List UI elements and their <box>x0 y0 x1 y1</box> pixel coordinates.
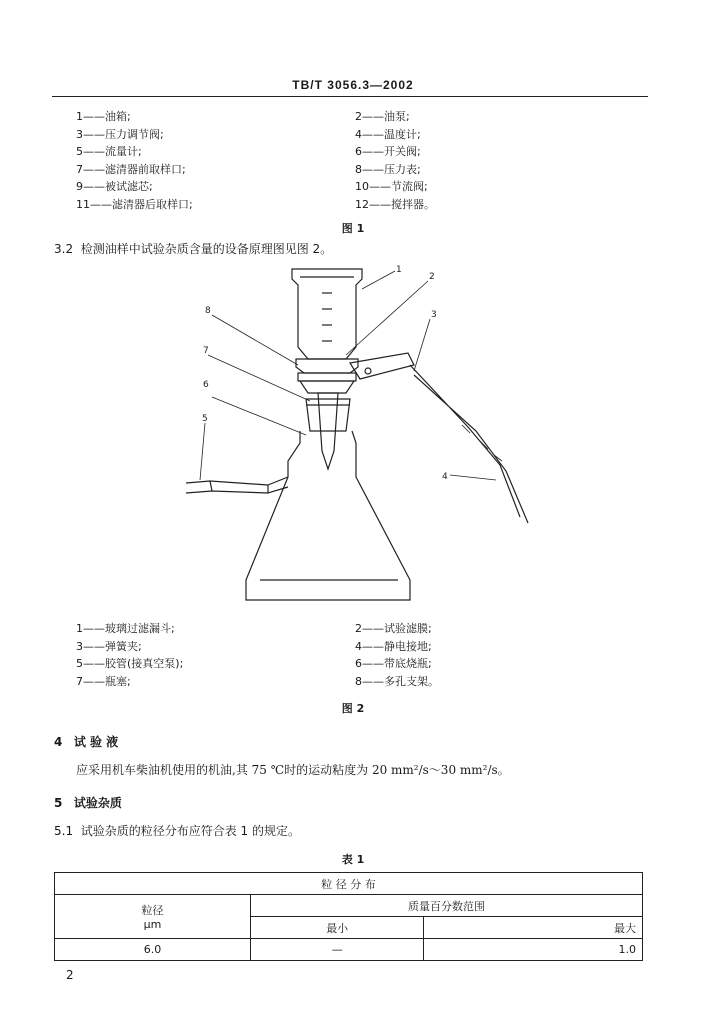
figure1-legend-left <box>76 108 193 213</box>
legend-item: 6——带底烧瓶; <box>355 657 432 670</box>
flask <box>246 431 410 600</box>
table1-min-header: 最小 <box>251 917 424 939</box>
legend-item: 4——温度计; <box>355 127 421 141</box>
legend-item: 4——静电接地; <box>355 639 432 653</box>
legend-item: 11——滤清器后取样口; <box>76 197 193 211</box>
spring-clamp <box>350 353 414 379</box>
callout-1: 1 <box>396 265 402 275</box>
legend-item: 9——被试滤芯; <box>76 180 153 193</box>
glass-funnel <box>292 269 362 359</box>
page-number: 2 <box>66 968 74 982</box>
section-number: 4 <box>54 735 63 749</box>
table1-max-header: 最大 <box>424 917 643 939</box>
legend-item: 2——试验滤膜; <box>355 622 432 635</box>
figure1-legend-right <box>355 108 435 213</box>
funnel-graduations <box>322 293 332 341</box>
size-label: 粒径 <box>141 904 164 917</box>
section-5-heading <box>54 794 122 811</box>
table-row <box>55 939 643 961</box>
standard-number: TB/T 3056.3—2002 <box>292 78 414 92</box>
legend-item: 1——油箱; <box>76 110 131 123</box>
legend-item: 5——流量计; <box>76 145 142 158</box>
table1-cell-max: 1.0 <box>424 939 643 961</box>
section-4-text: 应采用机车柴油机使用的机油,其 75 ℃时的运动粘度为 20 mm²/s～30 mm²/s。 <box>76 763 510 777</box>
section-text: 检测油样中试验杂质含量的设备原理图见图 2。 <box>80 242 333 256</box>
legend-item: 5——胶管(接真空泵); <box>76 657 184 670</box>
callout-5: 5 <box>202 414 208 424</box>
table1-title: 粒 径 分 布 <box>55 873 643 895</box>
section-text: 试验杂质的粒径分布应符合表 1 的规定。 <box>80 824 300 838</box>
callout-4: 4 <box>442 472 448 482</box>
figure2-legend-right <box>355 620 439 690</box>
ground-wire <box>410 365 528 523</box>
legend-item: 6——开关阀; <box>355 145 421 158</box>
legend-item: 7——滤清器前取样口; <box>76 162 186 176</box>
section-4-heading <box>54 733 118 750</box>
table1-mass-header: 质量百分数范围 <box>251 895 643 917</box>
table1-cell-min: — <box>251 939 424 961</box>
size-unit: μm <box>143 918 162 931</box>
legend-item: 2——油泵; <box>355 110 410 123</box>
callout-2: 2 <box>429 272 435 282</box>
legend-item: 8——压力表; <box>355 162 421 176</box>
callout-6: 6 <box>203 380 209 390</box>
legend-item: 10——节流阀; <box>355 180 428 193</box>
legend-item: 3——弹簧夹; <box>76 639 142 653</box>
stopper <box>306 399 350 431</box>
figure2-diagram <box>0 255 706 615</box>
table1-size-header <box>55 895 251 939</box>
callout-8: 8 <box>205 306 211 316</box>
header-rule <box>52 96 648 97</box>
legend-item: 12——搅拌器。 <box>355 197 435 211</box>
section-number: 3.2 <box>54 242 74 256</box>
legend-item: 7——瓶塞; <box>76 674 131 688</box>
section-title: 试验杂质 <box>73 796 122 810</box>
legend-item: 1——玻璃过滤漏斗; <box>76 622 175 635</box>
table1-caption: 表 1 <box>341 853 365 866</box>
legend-item: 3——压力调节阀; <box>76 127 164 141</box>
section-title: 试 验 液 <box>73 735 119 749</box>
section-5-1 <box>54 822 300 839</box>
table1-cell-size: 6.0 <box>55 939 251 961</box>
legend-item: 8——多孔支架。 <box>355 674 439 688</box>
table1 <box>54 872 643 961</box>
section-number: 5.1 <box>54 824 74 838</box>
callout-3: 3 <box>431 310 437 320</box>
vacuum-hose <box>186 481 268 493</box>
figure2-legend-left <box>76 620 183 690</box>
figure2-caption: 图 2 <box>341 702 365 715</box>
filter-support <box>296 359 358 373</box>
figure1-caption: 图 1 <box>341 222 365 235</box>
leader-lines <box>200 271 496 480</box>
section-number: 5 <box>54 796 63 810</box>
callout-7: 7 <box>203 346 209 356</box>
